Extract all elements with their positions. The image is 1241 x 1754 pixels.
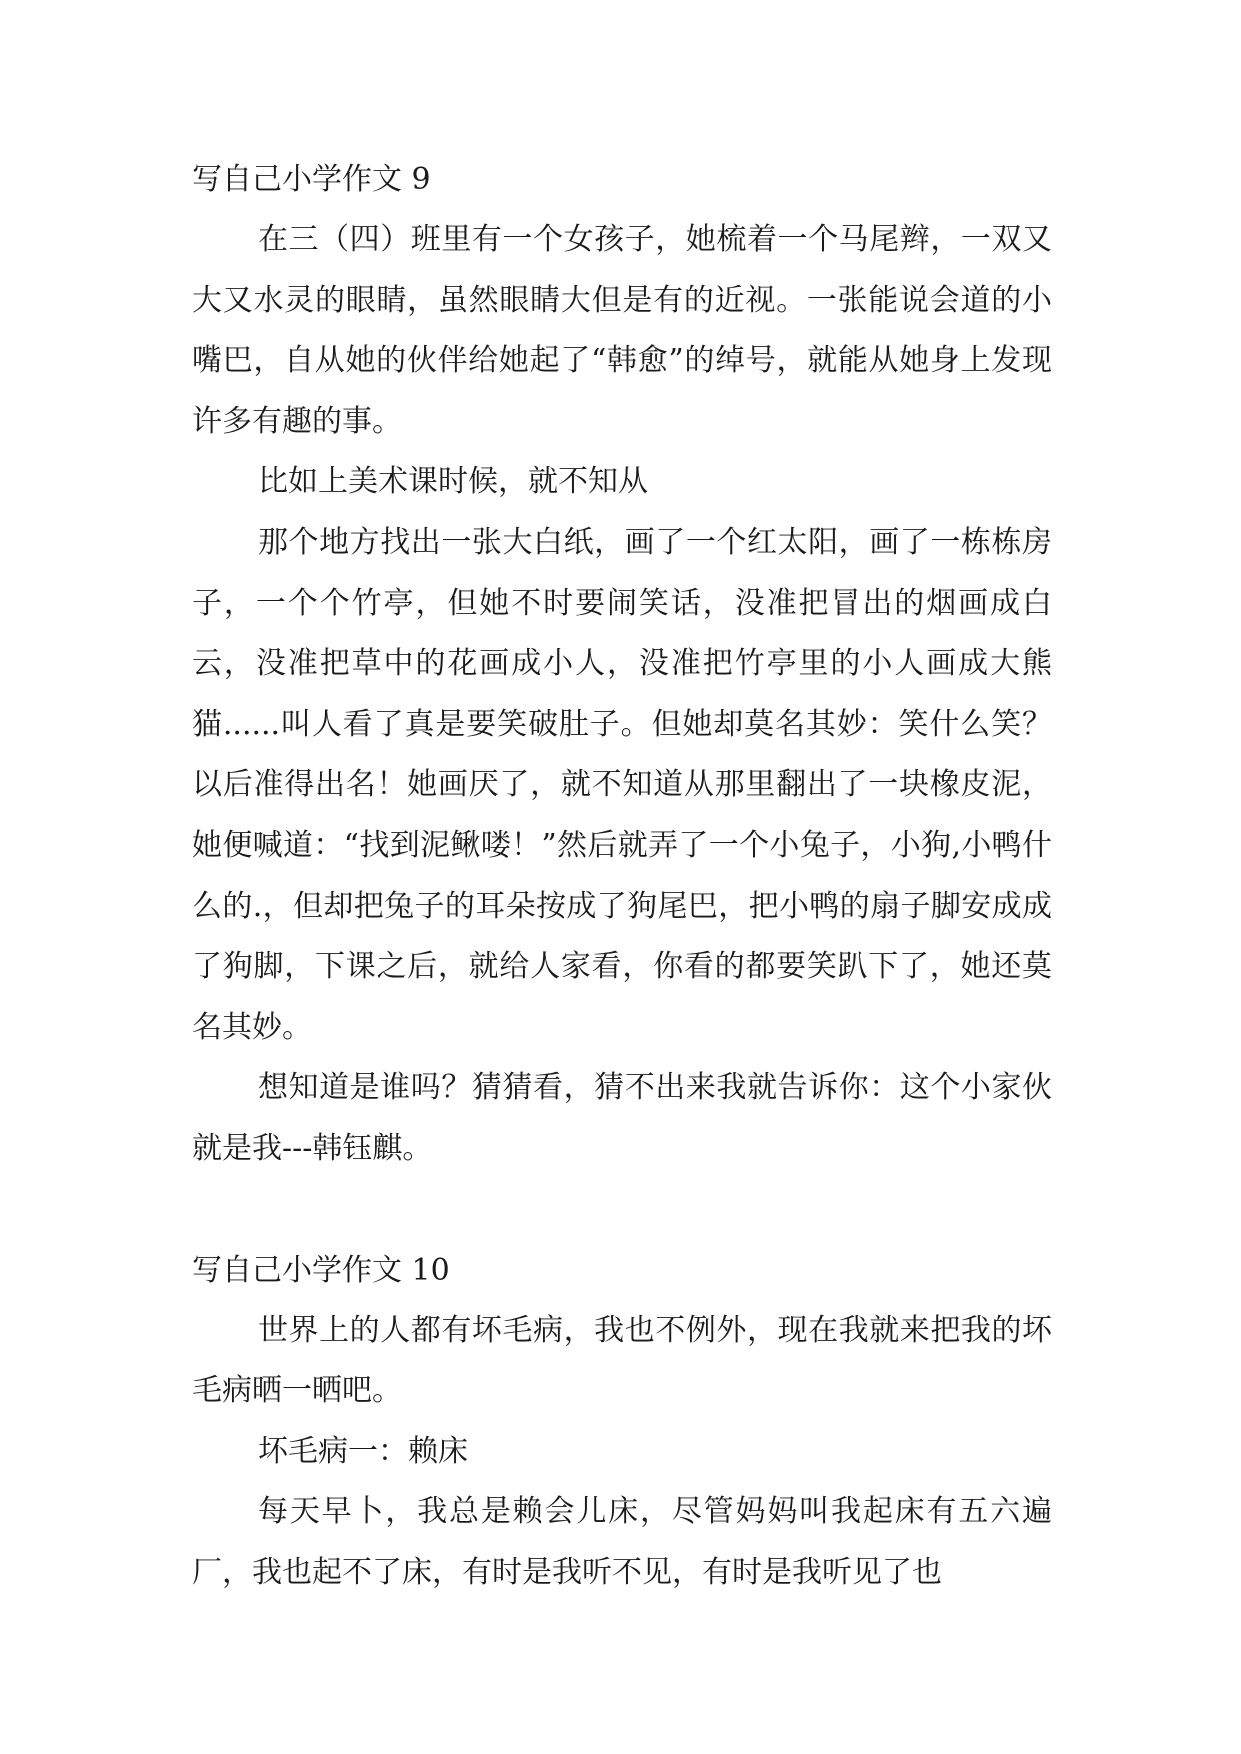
paragraph: 世界上的人都有坏毛病，我也不例外，现在我就来把我的坏毛病晒一晒吧。 bbox=[192, 1312, 1052, 1409]
essay-section-10 bbox=[192, 1241, 1052, 1604]
essay-section-9 bbox=[192, 150, 1052, 1180]
paragraph: 想知道是谁吗？猜猜看，猜不出来我就告诉你：这个小家伙就是我---韩钰麒。 bbox=[192, 1070, 1052, 1166]
paragraph: 在三（四）班里有一个女孩子，她梳着一个马尾辫，一双又大又水灵的眼睛，虽然眼睛大但是有的近视。一张能说会道的小嘴巴，自从她的伙伴给她起了“韩愈”的绰号，就能从她身上发现许多有趣的事。 bbox=[192, 222, 1052, 439]
section-heading: 写自己小学作文 10 bbox=[192, 1252, 450, 1288]
section-heading: 写自己小学作文 9 bbox=[192, 162, 431, 197]
paragraph: 每天早卜，我总是赖会儿床，尽管妈妈叫我起床有五六遍厂，我也起不了床，有时是我听不见，有时是我听见了也 bbox=[192, 1494, 1052, 1590]
paragraph: 坏毛病一：赖床 bbox=[258, 1433, 468, 1469]
paragraph: 比如上美术课时候，就不知从 bbox=[258, 464, 648, 500]
document-page bbox=[192, 150, 1052, 1603]
section-spacer bbox=[192, 1180, 1052, 1241]
paragraph: 那个地方找出一张大白纸，画了一个红太阳，画了一栋栋房子，一个个竹亭，但她不时要闹笑话，没准把冒出的烟画成白云，没准把草中的花画成小人，没准把竹亭里的小人画成大熊猫......叫人看了真是要笑破肚子。但她却莫名其妙：笑什么笑？以后准得出名！她画厌了，就不知道从那里翻出了一块橡皮泥，她便喊道：“找到泥鳅喽！”然后就弄了一个小兔子，小狗,小鸭什么的.，但却把兔子的耳朵按成了狗尾巴，把小鸭的扇子脚安成成了狗脚，下课之后，就给人家看，你看的都要笑趴下了，她还莫名其妙。 bbox=[192, 524, 1052, 1045]
